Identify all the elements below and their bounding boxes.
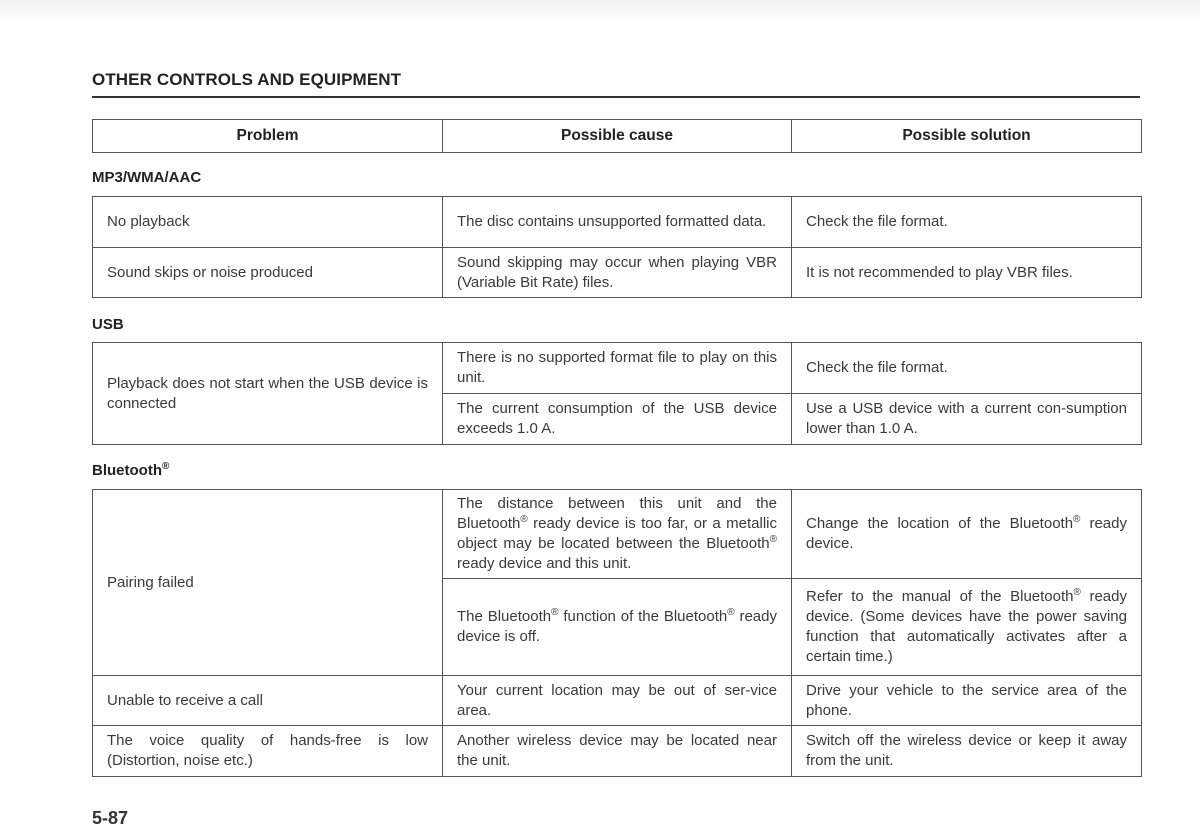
text-part: ready device. — [806, 515, 1127, 552]
text-part: ready device. (Some devices have the power saving function that automatically activates after a certain time.) — [806, 588, 1127, 665]
solution-cell: Check the file format. — [792, 343, 1142, 394]
text-part: The Bluetooth — [457, 608, 552, 625]
table-usb — [92, 342, 1142, 445]
table-row — [93, 248, 1142, 298]
table-row — [93, 676, 1142, 726]
cause-cell — [443, 490, 792, 579]
section-label-bluetooth — [92, 462, 169, 479]
problem-cell: Unable to receive a call — [93, 676, 443, 726]
cause-cell: Sound skipping may occur when playing VBR (Variable Bit Rate) files. — [443, 248, 792, 298]
page-number: 5-87 — [92, 808, 129, 828]
problem-cell: Pairing failed — [93, 490, 443, 676]
header-solution: Possible solution — [792, 120, 1142, 153]
cause-cell — [443, 579, 792, 676]
header-row — [93, 120, 1142, 153]
header-problem: Problem — [93, 120, 443, 153]
text-part: Change the location of the Bluetooth — [806, 515, 1074, 532]
table-row — [93, 343, 1142, 394]
solution-cell: Use a USB device with a current con-sumption lower than 1.0 A. — [792, 394, 1142, 445]
registered-mark: ® — [551, 607, 559, 618]
solution-cell — [792, 490, 1142, 579]
solution-cell — [792, 579, 1142, 676]
section-label-text: Bluetooth — [92, 462, 162, 479]
text-part: The distance between this unit and the Bluetooth — [457, 495, 777, 532]
table-row — [93, 197, 1142, 248]
problem-cell: No playback — [93, 197, 443, 248]
registered-mark: ® — [520, 514, 528, 525]
table-mp3 — [92, 196, 1142, 298]
registered-mark: ® — [1073, 587, 1081, 598]
title-rule — [92, 96, 1140, 98]
solution-cell: Check the file format. — [792, 197, 1142, 248]
text-part: ready device is off. — [457, 608, 777, 645]
text-part: Refer to the manual of the Bluetooth — [806, 588, 1074, 605]
problem-cell: The voice quality of hands-free is low (Distortion, noise etc.) — [93, 726, 443, 777]
problem-cell: Playback does not start when the USB device is connected — [93, 343, 443, 445]
registered-mark: ® — [1073, 514, 1081, 525]
text-part: ready device is too far, or a metallic object may be located between the Bluetooth — [457, 515, 777, 552]
table-bluetooth — [92, 489, 1142, 777]
registered-mark: ® — [727, 607, 735, 618]
top-edge-shade — [0, 0, 1200, 22]
registered-mark: ® — [161, 461, 170, 472]
page-title: OTHER CONTROLS AND EQUIPMENT — [92, 70, 402, 89]
solution-cell: It is not recommended to play VBR files. — [792, 248, 1142, 298]
column-header-table — [92, 119, 1142, 153]
registered-mark: ® — [769, 534, 777, 545]
section-label-mp3: MP3/WMA/AAC — [92, 169, 202, 186]
cause-cell: There is no supported format file to play on this unit. — [443, 343, 792, 394]
text-part: function of the Bluetooth — [558, 608, 728, 625]
text-part: ready device and this unit. — [457, 555, 632, 572]
table-row — [93, 490, 1142, 579]
section-label-usb: USB — [92, 316, 124, 333]
problem-cell: Sound skips or noise produced — [93, 248, 443, 298]
solution-cell: Switch off the wireless device or keep it away from the unit. — [792, 726, 1142, 777]
header-cause: Possible cause — [443, 120, 792, 153]
cause-cell: Another wireless device may be located near the unit. — [443, 726, 792, 777]
solution-cell: Drive your vehicle to the service area of the phone. — [792, 676, 1142, 726]
cause-cell: The current consumption of the USB device exceeds 1.0 A. — [443, 394, 792, 445]
cause-cell: The disc contains unsupported formatted data. — [443, 197, 792, 248]
table-row — [93, 726, 1142, 777]
cause-cell: Your current location may be out of ser-vice area. — [443, 676, 792, 726]
